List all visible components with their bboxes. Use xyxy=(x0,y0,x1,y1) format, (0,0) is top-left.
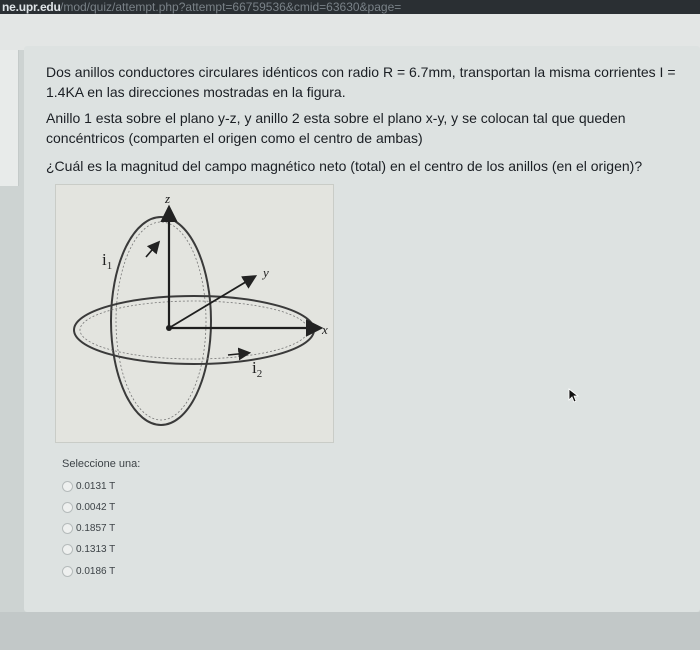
answer-option-label[interactable]: 0.0042 T xyxy=(76,501,116,513)
ring-2-inner xyxy=(80,301,308,359)
answer-option-label[interactable]: 0.0131 T xyxy=(76,480,116,492)
rings-diagram xyxy=(56,185,333,442)
z-axis-label: z xyxy=(165,191,171,206)
origin-dot xyxy=(166,325,172,331)
question-text-2: Anillo 1 esta sobre el plano y-z, y anillo 2 esta sobre el plano x-y, y se colocan tal que queden concéntricos (comparten el origen como el centro de ambas) xyxy=(46,110,626,146)
browser-address-bar[interactable] xyxy=(0,0,700,14)
mouse-cursor-icon xyxy=(568,388,580,404)
radio-button[interactable] xyxy=(62,566,73,577)
i1-arrow xyxy=(146,243,158,257)
radio-button[interactable] xyxy=(62,481,73,492)
x-axis-label: x xyxy=(322,322,328,337)
answer-option[interactable] xyxy=(62,540,115,558)
rings-figure xyxy=(55,184,334,443)
page-footer-band xyxy=(0,612,700,650)
i2-arrow xyxy=(228,353,248,355)
radio-button[interactable] xyxy=(62,523,73,534)
answer-option[interactable] xyxy=(62,498,115,516)
question-text-1: Dos anillos conductores circulares idénticos con radio R = 6.7mm, transportan la misma corrientes I = 1.4KA en las direcciones mostradas en la figura. xyxy=(46,64,676,100)
answer-option[interactable] xyxy=(62,562,115,580)
answer-option[interactable] xyxy=(62,477,115,495)
answer-option-label[interactable]: 0.1313 T xyxy=(76,543,116,555)
answer-option[interactable] xyxy=(62,519,115,537)
ring-2 xyxy=(74,296,314,364)
answer-option-label[interactable]: 0.0186 T xyxy=(76,565,116,577)
radio-button[interactable] xyxy=(62,502,73,513)
answer-prompt: Seleccione una: xyxy=(62,458,141,470)
page-header-strip xyxy=(0,14,700,50)
y-axis-label: y xyxy=(263,265,269,280)
i2-label: $i_2$ xyxy=(252,358,263,380)
ring-1 xyxy=(111,217,211,425)
url-path: /mod/quiz/attempt.php?attempt=66759536&cmid=63630&page= xyxy=(60,0,402,14)
radio-button[interactable] xyxy=(62,544,73,555)
i1-label: $i_1$ xyxy=(102,250,113,272)
ring-1-inner xyxy=(116,222,206,420)
url-host: ne.upr.edu xyxy=(2,0,61,14)
question-text-3: ¿Cuál es la magnitud del campo magnético neto (total) en el centro de los anillos (en el origen)? xyxy=(46,158,643,174)
question-info-tab xyxy=(0,50,19,186)
answer-option-label[interactable]: 0.1857 T xyxy=(76,522,116,534)
